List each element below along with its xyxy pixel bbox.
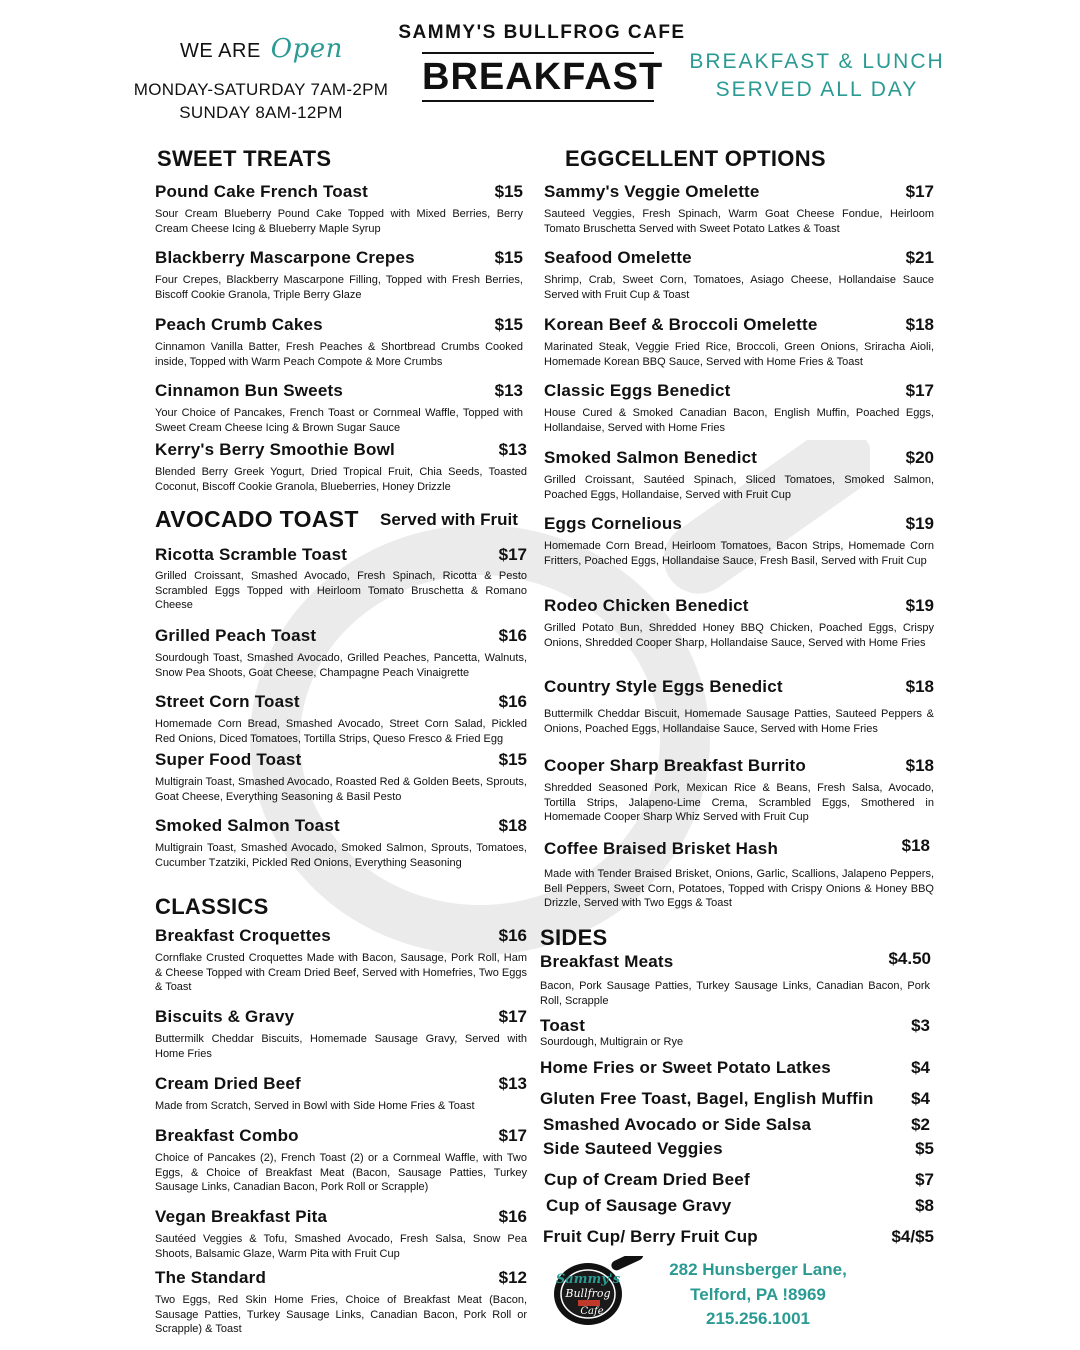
hours-weekday: MONDAY-SATURDAY 7AM-2PM [133, 80, 389, 99]
menu-item-desc: Multigrain Toast, Smashed Avocado, Smoked Salmon, Sprouts, Tomatoes, Cucumber Tzatziki, Pickled Red Onions, Everything Seasoning [155, 842, 527, 869]
menu-item-name: Cooper Sharp Breakfast Burrito [544, 756, 806, 775]
open-script-label: Open [270, 34, 343, 64]
menu-item-price: $19 [905, 514, 934, 533]
address-line-1: 282 Hunsberger Lane, [669, 1260, 847, 1279]
menu-item-name: Super Food Toast [155, 750, 302, 769]
menu-item-price: $13 [494, 381, 523, 400]
menu-item-price: $18 [498, 816, 527, 835]
menu-item-desc: Grilled Potato Bun, Shredded Honey BBQ Chicken, Poached Eggs, Crispy Onions, Shredded Cooper Sharp, Hollandaise Sauce, Served with Home Fries [544, 622, 934, 649]
side-item-price: $8 [915, 1196, 934, 1215]
menu-item-desc: Shrimp, Crab, Sweet Corn, Tomatoes, Asiago Cheese, Hollandaise Sauce Served with Fruit Cup & Toast [544, 274, 934, 301]
hours-sunday: SUNDAY 8AM-12PM [179, 103, 343, 122]
menu-title: BREAKFAST [422, 52, 654, 102]
menu-item-desc: Choice of Pancakes (2), French Toast (2) or a Cornmeal Waffle, with Two Eggs, & Choice of Breakfast Meat (Bacon, Sausage Patties, Turkey Sausage Links, Canadian Bacon, Pork Roll or Scrapple) [155, 1152, 527, 1194]
menu-item-price: $17 [905, 381, 934, 400]
svg-text:Cafe: Cafe [580, 1306, 604, 1317]
bullfrog-cafe-logo [548, 1256, 650, 1328]
side-item-price: $3 [911, 1016, 930, 1035]
menu-item-price: $18 [905, 315, 934, 334]
menu-item-price: $18 [905, 756, 934, 775]
side-item-price: $4 [911, 1058, 930, 1077]
menu-item-desc: Cinnamon Vanilla Batter, Fresh Peaches & Shortbread Crumbs Cooked inside, Topped with Warm Peach Compote & More Crumbs [155, 341, 523, 368]
menu-item-name: Breakfast Croquettes [155, 926, 331, 945]
section-title-sides: SIDES [540, 925, 608, 950]
menu-item-price: $19 [905, 596, 934, 615]
menu-item-price: $16 [498, 1207, 527, 1226]
menu-item-name: Coffee Braised Brisket Hash [544, 839, 779, 858]
side-item-name: Cup of Cream Dried Beef [544, 1170, 750, 1189]
side-item-price: $7 [915, 1170, 934, 1189]
menu-item-desc: House Cured & Smoked Canadian Bacon, English Muffin, Poached Eggs, Hollandaise, Served with Home Fries [544, 407, 934, 434]
served-line-2: SERVED ALL DAY [715, 78, 919, 101]
side-item-name: Breakfast Meats [540, 952, 674, 971]
menu-item-desc: Multigrain Toast, Smashed Avocado, Roasted Red & Golden Beets, Sprouts, Goat Cheese, Everything Seasoning & Basil Pesto [155, 776, 527, 803]
menu-item-price: $16 [498, 626, 527, 645]
menu-item-name: Smoked Salmon Toast [155, 816, 340, 835]
menu-item-name: Cream Dried Beef [155, 1074, 301, 1093]
side-item-name: Side Sauteed Veggies [543, 1139, 723, 1158]
menu-item-desc: Blended Berry Greek Yogurt, Dried Tropical Fruit, Chia Seeds, Toasted Coconut, Biscoff Cookie Granola, Blueberries, Honey Drizzle [155, 466, 527, 493]
section-title-eggcellent: EGGCELLENT OPTIONS [565, 146, 826, 171]
menu-item-price: $17 [905, 182, 934, 201]
open-status [180, 34, 343, 64]
menu-item-price: $16 [498, 926, 527, 945]
served-line-1: BREAKFAST & LUNCH [689, 50, 945, 73]
side-item-price: $4.50 [888, 949, 931, 968]
side-item-name: Gluten Free Toast, Bagel, English Muffin [540, 1089, 874, 1108]
menu-item-price: $18 [901, 836, 930, 855]
menu-item-desc: Sauteed Veggies, Fresh Spinach, Warm Goat Cheese Fondue, Heirloom Tomato Bruschetta Served with Sweet Potato Latkes & Toast [544, 208, 934, 235]
menu-item-desc: Buttermilk Cheddar Biscuits, Homemade Sausage Gravy, Served with Home Fries [155, 1033, 527, 1060]
side-item-name: Smashed Avocado or Side Salsa [543, 1115, 812, 1134]
section-title-sweet-treats: SWEET TREATS [157, 146, 332, 171]
menu-item-price: $12 [498, 1268, 527, 1287]
menu-item-name: Vegan Breakfast Pita [155, 1207, 328, 1226]
we-are-label: WE ARE [180, 40, 261, 62]
menu-item-desc: Sautéed Veggies & Tofu, Smashed Avocado, Fresh Salsa, Snow Pea Shoots, Balsamic Glaze, Warm Pita with Fruit Cup [155, 1233, 527, 1260]
side-item-price: $4/$5 [891, 1227, 934, 1246]
menu-item-name: Breakfast Combo [155, 1126, 299, 1145]
menu-item-desc: Sourdough Toast, Smashed Avocado, Grilled Peaches, Pancetta, Walnuts, Snow Pea Shoots, Goat Cheese, Champagne Peach Vinaigrette [155, 652, 527, 679]
menu-item-name: Seafood Omelette [544, 248, 692, 267]
phone-number: 215.256.1001 [706, 1309, 810, 1328]
menu-item-price: $17 [498, 545, 527, 564]
menu-item-name: Rodeo Chicken Benedict [544, 596, 749, 615]
menu-item-name: Blackberry Mascarpone Crepes [155, 248, 415, 267]
menu-item-desc: Sour Cream Blueberry Pound Cake Topped with Mixed Berries, Berry Cream Cheese Icing & Blueberry Maple Syrup [155, 208, 523, 235]
menu-item-price: $17 [498, 1126, 527, 1145]
menu-item-price: $17 [498, 1007, 527, 1026]
side-item-name: Cup of Sausage Gravy [546, 1196, 732, 1215]
menu-item-name: Cinnamon Bun Sweets [155, 381, 343, 400]
menu-item-price: $13 [498, 1074, 527, 1093]
address-block [650, 1258, 866, 1332]
menu-item-price: $13 [498, 440, 527, 459]
menu-item-name: Classic Eggs Benedict [544, 381, 731, 400]
menu-item-desc: Homemade Corn Bread, Smashed Avocado, Street Corn Salad, Pickled Red Onions, Diced Tomatoes, Tortilla Strips, Queso Fresco & Fried Egg [155, 718, 527, 745]
menu-item-name: Kerry's Berry Smoothie Bowl [155, 440, 395, 459]
menu-item-desc: Grilled Croissant, Sautéed Spinach, Sliced Tomatoes, Smoked Salmon, Poached Eggs, Hollandaise, Served with Fruit Cup [544, 474, 934, 501]
menu-item-name: Street Corn Toast [155, 692, 300, 711]
menu-item-price: $20 [905, 448, 934, 467]
menu-item-name: Korean Beef & Broccoli Omelette [544, 315, 818, 334]
menu-item-name: Biscuits & Gravy [155, 1007, 295, 1026]
menu-item-desc: Your Choice of Pancakes, French Toast or Cornmeal Waffle, Topped with Sweet Cream Cheese Icing & Brown Sugar Sauce [155, 407, 523, 434]
side-item-name: Fruit Cup/ Berry Fruit Cup [543, 1227, 758, 1246]
menu-item-name: Smoked Salmon Benedict [544, 448, 758, 467]
side-item-name: Home Fries or Sweet Potato Latkes [540, 1058, 831, 1077]
menu-item-price: $15 [494, 182, 523, 201]
side-item-desc: Sourdough, Multigrain or Rye [540, 1036, 684, 1048]
menu-item-name: Pound Cake French Toast [155, 182, 369, 201]
side-item-price: $2 [911, 1115, 930, 1134]
address-line-2: Telford, PA !8969 [690, 1284, 826, 1304]
menu-item-desc: Homemade Corn Bread, Heirloom Tomatoes, Bacon Strips, Homemade Corn Fritters, Poached Eggs, Hollandaise Sauce, Fresh Basil, Served with Fruit Cup [544, 540, 934, 567]
menu-item-name: Sammy's Veggie Omelette [544, 182, 760, 201]
menu-item-name: Grilled Peach Toast [155, 626, 317, 645]
menu-item-desc: Four Crepes, Blackberry Mascarpone Filling, Topped with Fresh Berries, Biscoff Cookie Granola, Triple Berry Glaze [155, 274, 523, 301]
menu-item-price: $15 [494, 315, 523, 334]
menu-item-price: $15 [494, 248, 523, 267]
menu-item-price: $18 [905, 677, 934, 696]
svg-text:Sammy's: Sammy's [555, 1272, 621, 1287]
side-item-desc: Bacon, Pork Sausage Patties, Turkey Sausage Links, Canadian Bacon, Pork Roll, Scrapple [540, 980, 930, 1007]
menu-item-desc: Shredded Seasoned Pork, Mexican Rice & Beans, Fresh Salsa, Avocado, Tortilla Strips, Jalapeno-Lime Crema, Scrambled Eggs, Smothered in Homemade Cooper Sharp Whiz Served with Fruit Cup [544, 782, 934, 824]
section-title-classics: CLASSICS [155, 894, 269, 919]
menu-item-name: Ricotta Scramble Toast [155, 545, 348, 564]
menu-item-desc: Cornflake Crusted Croquettes Made with Bacon, Sausage, Pork Roll, Ham & Cheese Topped with Cream Dried Beef, Served with Homefries, Two Eggs & Toast [155, 952, 527, 994]
menu-item-desc: Buttermilk Cheddar Biscuit, Homemade Sausage Patties, Sauteed Peppers & Onions, Poached Eggs, Hollandaise Sauce, Served with Home Fries [544, 708, 934, 735]
served-all-day [686, 48, 948, 104]
menu-item-desc: Grilled Croissant, Smashed Avocado, Fresh Spinach, Ricotta & Pesto Scrambled Eggs Topped with Heirloom Tomato Bruschetta & Romano Cheese [155, 570, 527, 612]
opening-hours [130, 78, 392, 124]
menu-item-price: $15 [498, 750, 527, 769]
menu-item-desc: Made from Scratch, Served in Bowl with Side Home Fries & Toast [155, 1100, 475, 1112]
menu-item-desc: Marinated Steak, Veggie Fried Rice, Broccoli, Green Onions, Sriracha Aioli, Homemade Korean BBQ Sauce, Served with Home Fries & Toast [544, 341, 934, 368]
menu-item-name: The Standard [155, 1268, 267, 1287]
menu-item-name: Country Style Eggs Benedict [544, 677, 783, 696]
cafe-name: SAMMY'S BULLFROG CAFE [398, 22, 686, 43]
avocado-toast-subtitle: Served with Fruit [380, 510, 518, 529]
menu-item-price: $16 [498, 692, 527, 711]
side-item-price: $5 [915, 1139, 934, 1158]
menu-item-name: Eggs Cornelious [544, 514, 683, 533]
side-item-price: $4 [911, 1089, 930, 1108]
menu-item-desc: Made with Tender Braised Brisket, Onions, Garlic, Scallions, Jalapeno Peppers, Bell Peppers, Sweet Corn, Potatoes, Topped with Crispy Onions & Honey BBQ Drizzle, Served with Two Eggs & Toast [544, 868, 934, 910]
svg-text:Bullfrog: Bullfrog [565, 1287, 611, 1300]
menu-item-price: $21 [905, 248, 934, 267]
menu-item-name: Peach Crumb Cakes [155, 315, 323, 334]
section-title-avocado-toast: AVOCADO TOAST [155, 506, 359, 532]
menu-item-desc: Two Eggs, Red Skin Home Fries, Choice of Breakfast Meat (Bacon, Sausage Patties, Turkey Sausage Links, Canadian Bacon, Pork Roll or Scrapple) & Toast [155, 1294, 527, 1336]
side-item-name: Toast [540, 1016, 586, 1035]
